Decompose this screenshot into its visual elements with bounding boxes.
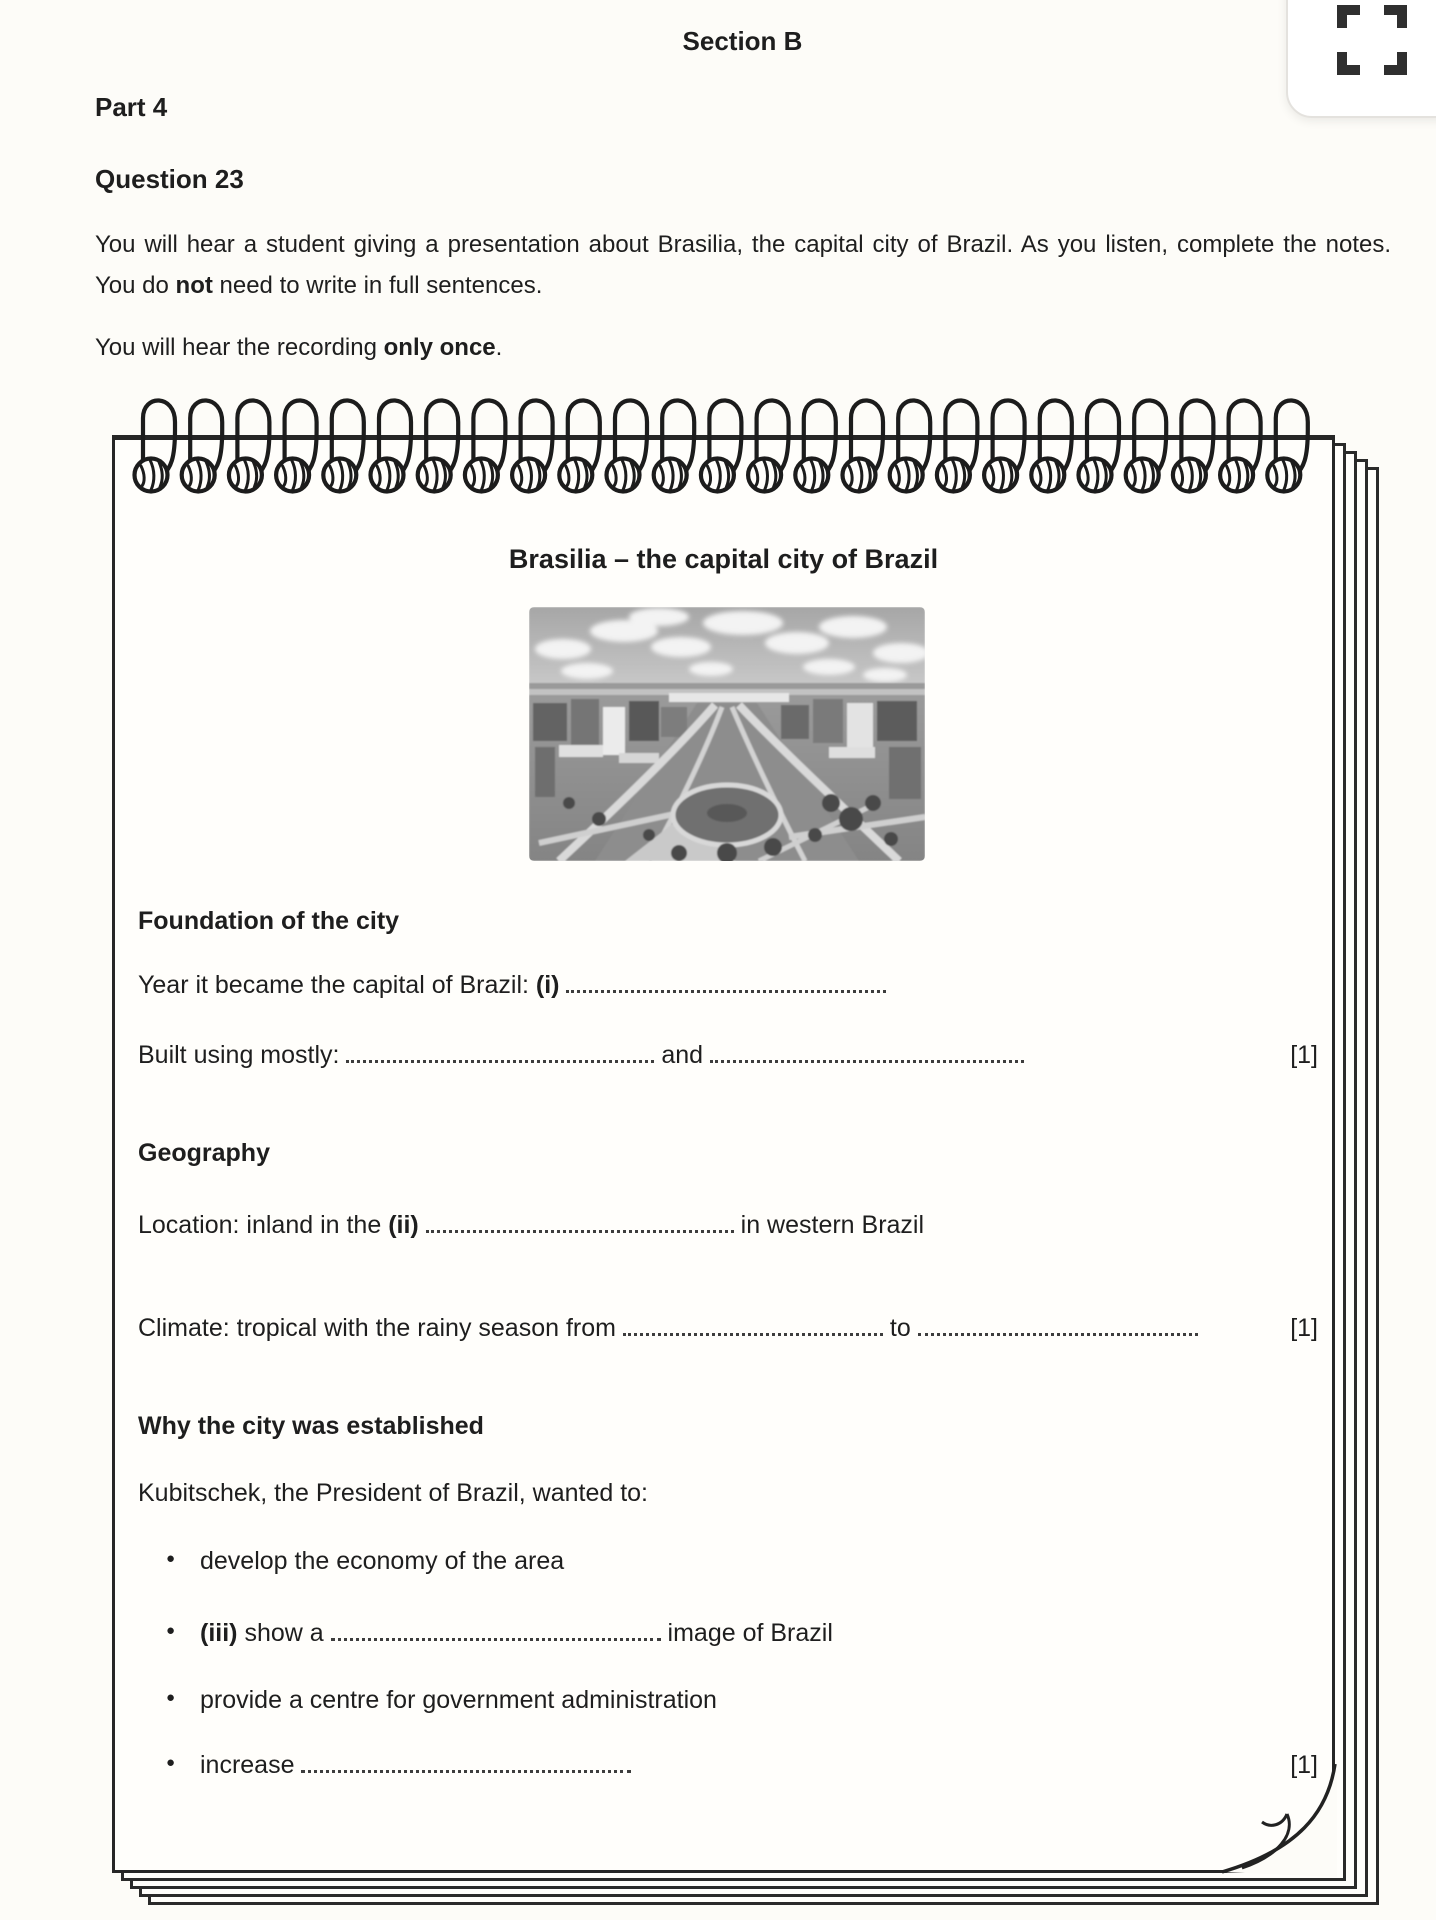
dotted-blank <box>710 1040 1024 1063</box>
fullscreen-icon <box>1334 2 1410 78</box>
climate-fill-row <box>138 1311 1318 1345</box>
bullet2-segments <box>200 1619 833 1647</box>
geography-heading: Geography <box>138 1139 270 1167</box>
mark-one: [1] <box>1290 1314 1318 1342</box>
location-fill-row <box>138 1208 1318 1242</box>
fullscreen-button[interactable] <box>1286 0 1436 118</box>
plaza-center <box>707 804 747 822</box>
photo-art <box>529 607 925 861</box>
bullet-icon: ● <box>166 1754 176 1771</box>
foundation-heading: Foundation of the city <box>138 907 400 935</box>
why-heading: Why the city was established <box>138 1412 484 1440</box>
kubitschek-line: Kubitschek, the President of Brazil, wanted to: <box>138 1479 648 1507</box>
recording-bold: only once <box>383 334 496 361</box>
bullet-item <box>138 1616 1318 1650</box>
dotted-blank <box>566 970 886 993</box>
dotted-blank <box>346 1040 654 1063</box>
notes-title: Brasilia – the capital city of Brazil <box>508 544 939 574</box>
intro-text-end: need to write in full sentences. <box>212 272 543 299</box>
bullet4-segments <box>200 1751 631 1779</box>
text-segment: to <box>882 1314 918 1342</box>
bullet-icon: ● <box>166 1689 176 1706</box>
bold-label: (ii) <box>388 1211 426 1239</box>
year-fill-row <box>138 968 1318 1002</box>
spiral-binding <box>112 378 1335 508</box>
recording-text-end: . <box>495 334 503 361</box>
horizon-band <box>529 683 925 689</box>
bullet-icon: ● <box>166 1622 176 1639</box>
text-segment: Location: inland in the <box>138 1211 389 1239</box>
built-segments <box>138 1041 1024 1069</box>
part-heading: Part 4 <box>95 92 168 122</box>
text-segment: increase <box>200 1751 302 1779</box>
intro-text: You will hear a student giving a presentation about Brasilia, the capital city of Brazil. As you listen, complete the notes. You do <box>95 231 1391 299</box>
section-heading: Section B <box>682 26 803 56</box>
notepad-page <box>112 435 1335 1873</box>
page-curl-decoration <box>1212 1752 1337 1877</box>
recording-text: You will hear the recording <box>95 334 384 361</box>
dotted-blank <box>331 1618 661 1641</box>
intro-paragraph <box>95 224 1391 306</box>
bullet-icon: ● <box>166 1550 176 1567</box>
text-segment: in western Brazil <box>733 1211 925 1239</box>
text-segment: image of Brazil <box>660 1619 833 1647</box>
bullet-item <box>138 1748 1318 1782</box>
dotted-blank <box>623 1313 883 1336</box>
question-heading: Question 23 <box>95 164 244 194</box>
mark-one: [1] <box>1290 1751 1318 1779</box>
text-segment: and <box>654 1041 711 1069</box>
bold-label: (iii) <box>200 1619 245 1647</box>
brasilia-photo <box>529 607 925 861</box>
dotted-blank <box>918 1313 1198 1336</box>
text-segment: provide a centre for government administration <box>200 1686 717 1714</box>
bullet3-segments <box>200 1686 717 1714</box>
mark-one: [1] <box>1290 1041 1318 1069</box>
dotted-blank <box>426 1210 734 1233</box>
bullet-item <box>138 1544 1318 1578</box>
bullet-item <box>138 1683 1318 1717</box>
built-fill-row <box>138 1038 1318 1072</box>
text-segment: show a <box>244 1619 331 1647</box>
text-segment: Climate: tropical with the rainy season from <box>138 1314 623 1342</box>
dotted-blank <box>301 1750 631 1773</box>
bullet1-segments <box>200 1547 564 1575</box>
text-segment: Year it became the capital of Brazil: <box>138 971 536 999</box>
central-building-strip <box>669 693 789 702</box>
climate-segments <box>138 1314 1198 1342</box>
recording-note <box>95 334 502 362</box>
coil-row <box>135 400 1308 491</box>
bold-label: (i) <box>535 971 567 999</box>
text-segment: Built using mostly: <box>138 1041 347 1069</box>
intro-bold-not: not <box>175 272 213 299</box>
text-segment: develop the economy of the area <box>200 1547 565 1575</box>
